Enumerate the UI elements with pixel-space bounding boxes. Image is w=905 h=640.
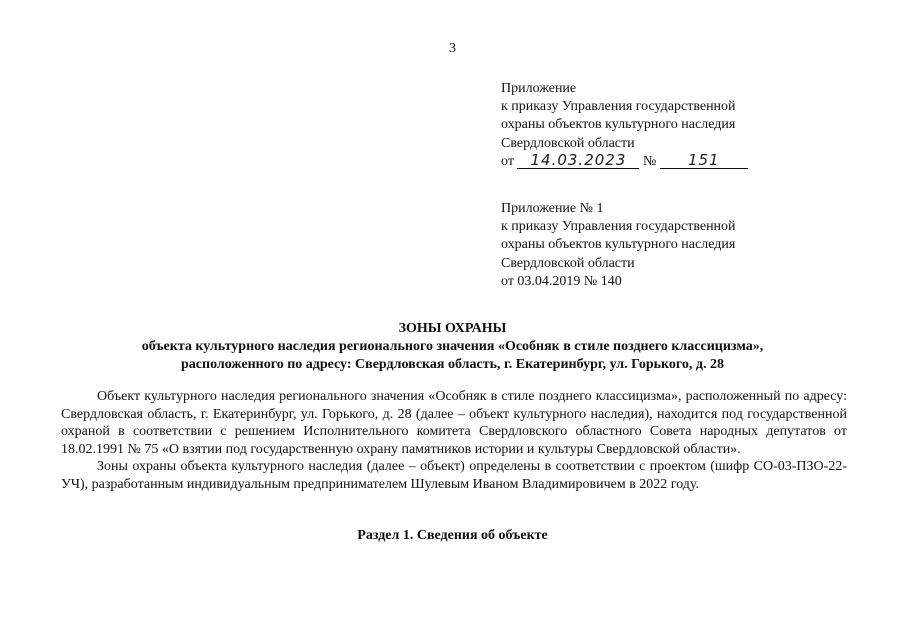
appendix-line: охраны объектов культурного наследия	[501, 237, 736, 253]
number-prefix: №	[642, 153, 657, 169]
appendix-current-block	[501, 80, 881, 171]
appendix-date-line	[501, 150, 881, 171]
body-text	[61, 388, 847, 494]
appendix-line: к приказу Управления государственной	[501, 219, 736, 235]
document-title: ЗОНЫ ОХРАНЫ	[398, 321, 507, 336]
appendix-line: охраны объектов культурного наследия	[501, 117, 736, 133]
paragraph: Объект культурного наследия регионального значения «Особняк в стиле позднего классицизма», расположенный по адресу: Свердловская область, г. Екатеринбург, ул. Горького, д. 28 (далее – объект культурного наследия), находится под государственной охраной в соответствии с решением Исполнительного комитета Свердловского областного Совета народных депутатов от 18.02.1991 № 75 «О взятии под государственную охрану памятников истории и культуры Свердловской области».	[61, 389, 847, 457]
appendix-line: Свердловской области	[501, 135, 635, 151]
handwritten-number: 151	[660, 153, 748, 169]
appendix-line: Свердловской области	[501, 255, 635, 271]
date-prefix: от	[501, 153, 514, 169]
document-subtitle-line: объекта культурного наследия регионального значения «Особняк в стиле позднего классицизма»,	[141, 339, 764, 354]
appendix-original-block	[501, 200, 881, 291]
page-number: 3	[449, 41, 456, 56]
appendix-line: Приложение № 1	[501, 201, 604, 216]
handwritten-date: 14.03.2023	[517, 153, 639, 169]
document-title-block	[40, 320, 865, 374]
appendix-line: к приказу Управления государственной	[501, 99, 736, 115]
section-heading: Раздел 1. Сведения об объекте	[357, 528, 548, 543]
paragraph: Зоны охраны объекта культурного наследия (далее – объект) определены в соответствии с проектом (шифр СО-03-ПЗО-22-УЧ), разработанным индивидуальным предпринимателем Шулевым Иваном Владимировичем в 2022 году.	[61, 459, 847, 492]
appendix-line: от 03.04.2019 № 140	[501, 273, 622, 289]
appendix-line: Приложение	[501, 81, 577, 96]
document-subtitle-line: расположенного по адресу: Свердловская область, г. Екатеринбург, ул. Горького, д. 28	[181, 357, 724, 372]
